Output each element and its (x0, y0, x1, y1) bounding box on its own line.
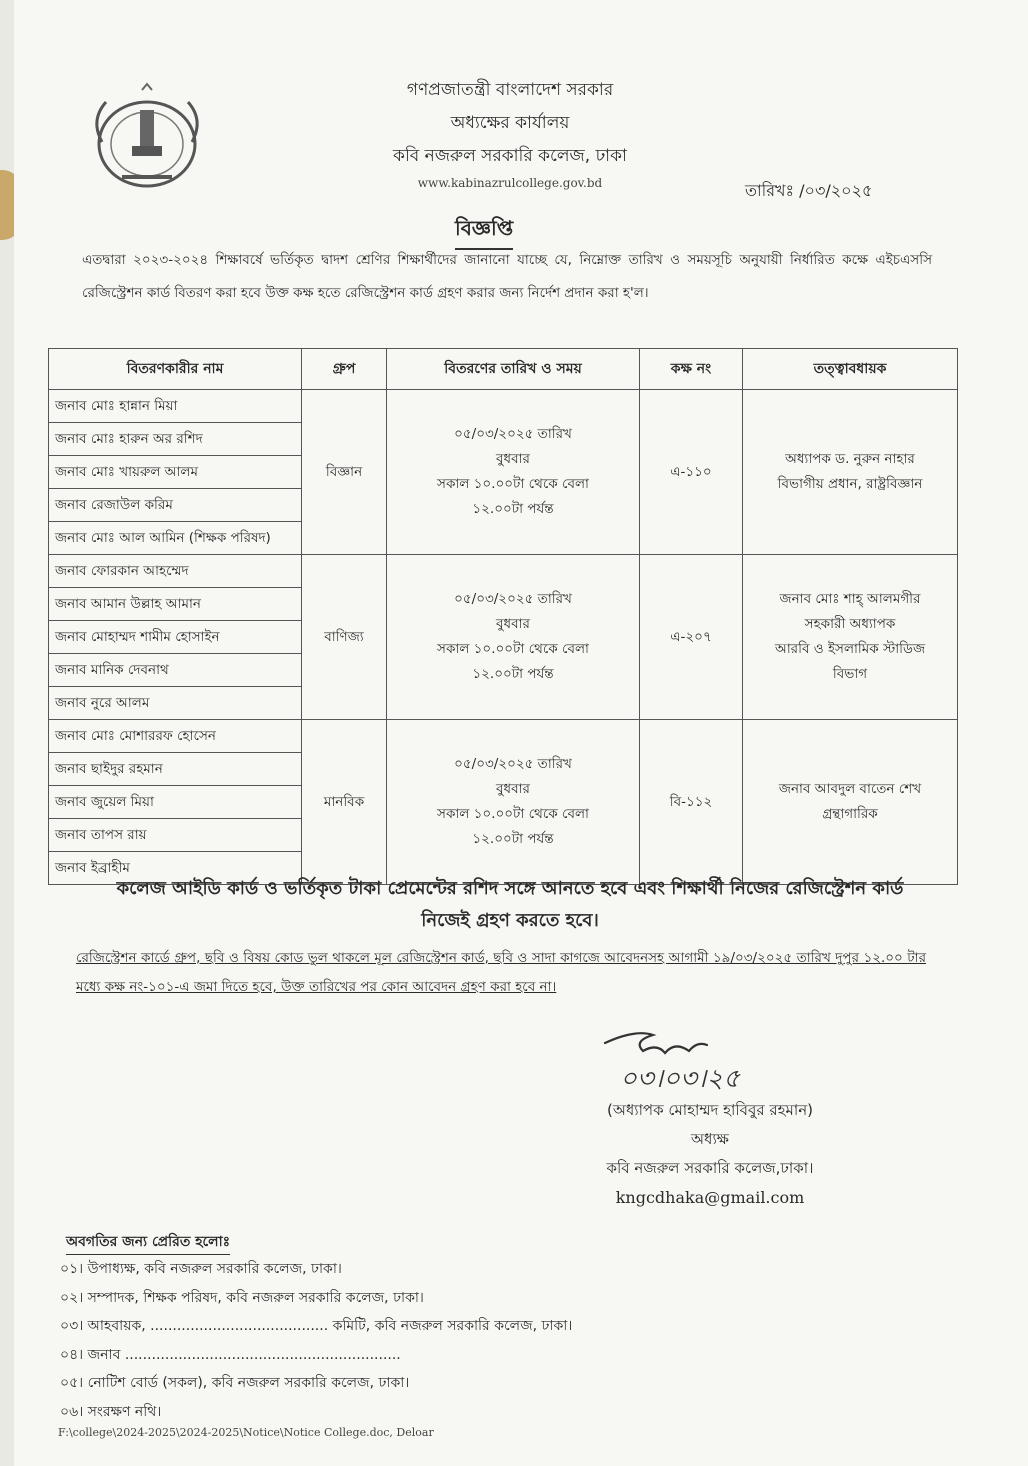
signatory-block (560, 1096, 860, 1212)
col-schedule: বিতরণের তারিখ ও সময় (387, 349, 640, 390)
schedule-cell (387, 720, 640, 885)
schedule-time-from: সকাল ১০.০০টা থেকে বেলা (437, 476, 589, 492)
file-path-footer: F:\college\2024-2025\2024-2025\Notice\Notice College.doc, Deloar (58, 1426, 434, 1439)
signatory-institution: কবি নজরুল সরকারি কলেজ,ঢাকা। (606, 1159, 814, 1177)
supervisor-cell (743, 555, 958, 720)
schedule-time-from: সকাল ১০.০০টা থেকে বেলা (437, 641, 589, 657)
table-header-row (49, 349, 958, 390)
correction-note (76, 944, 926, 1002)
distributor-name: জনাব তাপস রায় (49, 819, 302, 852)
list-item: ০৪। জনাব .............................................................. (60, 1346, 401, 1363)
table-row (49, 555, 958, 588)
schedule-day: বুধবার (496, 451, 530, 467)
supervisor-name: জনাব মোঃ শাহ্ আলমগীর (779, 591, 921, 607)
supervisor-name: অধ্যাপক ড. নুরুন নাহার (785, 451, 915, 467)
schedule-date: ০৫/০৩/২০২৫ তারিখ (454, 591, 572, 607)
list-item: ০৫। নোটিশ বোর্ড (সকল), কবি নজরুল সরকারি কলেজ, ঢাকা। (60, 1375, 410, 1391)
distribution-table (48, 348, 958, 885)
distributor-name: জনাব মোহাম্মদ শামীম হোসাইন (49, 621, 302, 654)
schedule-time-from: সকাল ১০.০০টা থেকে বেলা (437, 806, 589, 822)
signatory-designation: অধ্যক্ষ (691, 1130, 729, 1148)
list-item: ০৩। আহবায়ক, ........................................ কমিটি, কবি নজরুল সরকারি কলেজ, ঢাকা। (60, 1318, 573, 1334)
distributor-name: জনাব মোঃ হান্নান মিয়া (49, 390, 302, 423)
govt-line: গণপ্রজাতন্ত্রী বাংলাদেশ সরকার (406, 80, 614, 100)
supervisor-title: বিভাগীয় প্রধান, রাষ্ট্রবিজ্ঞান (777, 476, 923, 492)
college-logo (82, 82, 212, 194)
schedule-time-to: ১২.০০টা পর্যন্ত (472, 666, 554, 682)
signatory-email[interactable]: kngcdhaka@gmail.com (615, 1188, 805, 1207)
schedule-date: ০৫/০৩/২০২৫ তারিখ (454, 426, 572, 442)
table-row (49, 390, 958, 423)
supervisor-cell (743, 720, 958, 885)
distributor-name: জনাব মানিক দেবনাথ (49, 654, 302, 687)
correction-note-text: রেজিস্ট্রেশন কার্ডে গ্রুপ, ছবি ও বিষয় কোড ভুল থাকলে মূল রেজিস্ট্রেশন কার্ড, ছবি ও সাদা কাগজে আবেদনসহ আগামী ১৯/০৩/২০২৫ তারিখ দুপুর ১২.০০ টার মধ্যে কক্ষ নং-১০১-এ জমা দিতে হবে, উক্ত তারিখের পর কোন আবেদন গ্রহণ করা হবে না। (76, 950, 926, 995)
schedule-cell (387, 390, 640, 555)
college-line: কবি নজরুল সরকারি কলেজ, ঢাকা (393, 146, 627, 166)
cc-title: অবগতির জন্য প্রেরিত হলোঃ (66, 1230, 230, 1255)
distributor-name: জনাব মোঃ মোশাররফ হোসেন (49, 720, 302, 753)
supervisor-name: জনাব আবদুল বাতেন শেখ (778, 781, 922, 797)
schedule-time-to: ১২.০০টা পর্যন্ত (472, 831, 554, 847)
distributor-name: জনাব মোঃ খায়রুল আলম (49, 456, 302, 489)
signature-date: ০৩।০৩।২৫ (620, 1064, 740, 1094)
list-item: ০৬। সংরক্ষণ নথি। (60, 1403, 162, 1420)
room-cell: এ-১১০ (640, 390, 743, 555)
group-cell: মানবিক (302, 720, 387, 885)
office-line: অধ্যক্ষের কার্যালয় (450, 113, 570, 133)
room-cell: বি-১১২ (640, 720, 743, 885)
list-item: ০১। উপাধ্যক্ষ, কবি নজরুল সরকারি কলেজ, ঢাকা। (60, 1261, 342, 1277)
notice-date: তারিখঃ /০৩/২০২৫ (745, 181, 873, 200)
table-row (49, 720, 958, 753)
schedule-day: বুধবার (496, 781, 530, 797)
notice-title: বিজ্ঞপ্তি (455, 214, 513, 250)
cc-list (60, 1255, 760, 1426)
instruction-note: কলেজ আইডি কার্ড ও ভর্তিকৃত টাকা প্রেমেন্টের রশিদ সঙ্গে আনতে হবে এবং শিক্ষার্থী নিজের রেজিস্ট্রেশন কার্ড নিজেই গ্রহণ করতে হবে। (116, 878, 904, 931)
group-cell: বিজ্ঞান (302, 390, 387, 555)
col-room: কক্ষ নং (640, 349, 743, 390)
signatory-name: (অধ্যাপক মোহাম্মদ হাবিবুর রহমান) (606, 1101, 814, 1119)
handwritten-signature (590, 1025, 870, 1097)
schedule-cell (387, 555, 640, 720)
list-item: ০২। সম্পাদক, শিক্ষক পরিষদ, কবি নজরুল সরকারি কলেজ, ঢাকা। (60, 1289, 424, 1306)
letterhead (300, 74, 720, 193)
distributor-name: জনাব আমান উল্লাহ আমান (49, 588, 302, 621)
col-distributor: বিতরণকারীর নাম (49, 349, 302, 390)
distributor-name: জনাব ফোরকান আহম্মেদ (49, 555, 302, 588)
col-group: গ্রুপ (302, 349, 387, 390)
supervisor-dept: আরবি ও ইসলামিক স্টাডিজ (774, 641, 926, 657)
website-link[interactable]: www.kabinazrulcollege.gov.bd (417, 176, 603, 190)
schedule-time-to: ১২.০০টা পর্যন্ত (472, 501, 554, 517)
distributor-name: জনাব ছাইদুর রহমান (49, 753, 302, 786)
distributor-name: জনাব নুরে আলম (49, 687, 302, 720)
schedule-date: ০৫/০৩/২০২৫ তারিখ (454, 756, 572, 772)
distributor-name: জনাব রেজাউল করিম (49, 489, 302, 522)
distributor-name: জনাব মোঃ আল আমিন (শিক্ষক পরিষদ) (49, 522, 302, 555)
schedule-day: বুধবার (496, 616, 530, 632)
supervisor-dept-suffix: বিভাগ (832, 666, 868, 682)
supervisor-title: সহকারী অধ্যাপক (804, 616, 896, 632)
distributor-name: জনাব মোঃ হারুন অর রশিদ (49, 423, 302, 456)
intro-paragraph: এতদ্বারা ২০২৩-২০২৪ শিক্ষাবর্ষে ভর্তিকৃত দ্বাদশ শ্রেণির শিক্ষার্থীদের জানানো যাচ্ছে যে, নিম্নোক্ত তারিখ ও সময়সূচি অনুযায়ী নির্ধারিত কক্ষে এইচএসসি রেজিস্ট্রেশন কার্ড বিতরণ করা হবে উক্ত কক্ষ হতে রেজিস্ট্রেশন কার্ড গ্রহণ করার জন্য নির্দেশ প্রদান করা হ'ল। (82, 252, 932, 301)
distributor-name: জনাব জুয়েল মিয়া (49, 786, 302, 819)
room-cell: এ-২০৭ (640, 555, 743, 720)
supervisor-cell (743, 390, 958, 555)
col-supervisor: তত্ত্বাবধায়ক (743, 349, 958, 390)
distributor-name: জনাব ইব্রাহীম (49, 852, 302, 885)
group-cell: বাণিজ্য (302, 555, 387, 720)
supervisor-title: গ্রন্থাগারিক (822, 806, 878, 822)
